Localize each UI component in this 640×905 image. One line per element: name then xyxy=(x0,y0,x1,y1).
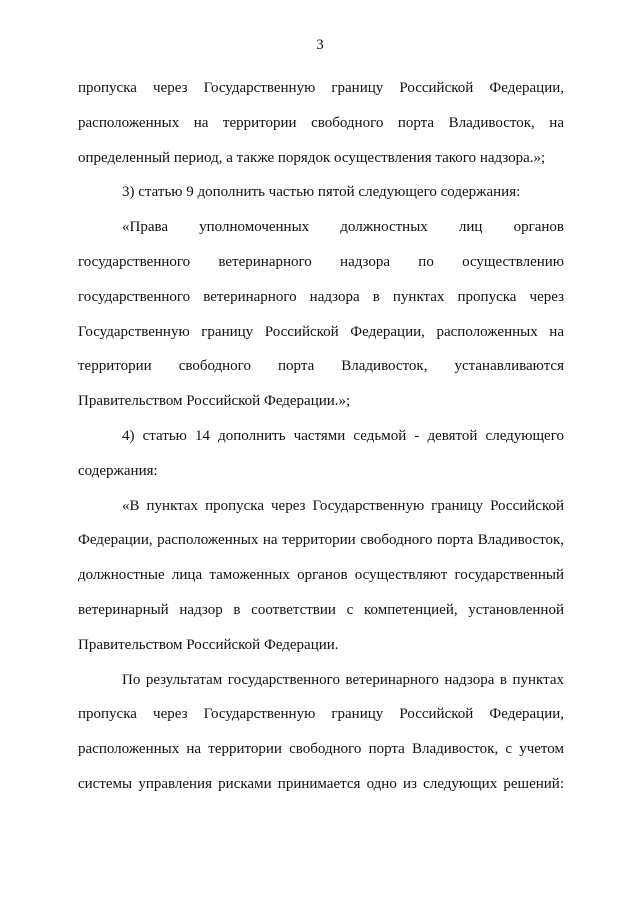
text-line: расположенных на территории свободного порта Владивосток, с учетом xyxy=(78,741,564,758)
text-line: определенный период, а также порядок осуществления такого надзора.»; xyxy=(78,149,546,166)
text-line: пропуска через Государственную границу Российской Федерации, xyxy=(78,706,564,723)
text-line: территории свободного порта Владивосток, устанавливаются xyxy=(78,358,564,375)
text-line: «Права уполномоченных должностных лиц органов xyxy=(122,219,564,236)
document-body xyxy=(78,71,564,802)
text-line: системы управления рисками принимается одно из следующих решений: xyxy=(78,775,564,792)
text-line: расположенных на территории свободного порта Владивосток, на xyxy=(78,114,564,131)
text-line: должностные лица таможенных органов осуществляют государственный xyxy=(78,567,564,584)
text-line: Правительством Российской Федерации.»; xyxy=(78,393,351,410)
text-line: государственного ветеринарного надзора по осуществлению xyxy=(78,253,564,270)
page-number: 3 xyxy=(316,37,324,53)
text-line: содержания: xyxy=(78,462,158,479)
text-line: пропуска через Государственную границу Российской Федерации, xyxy=(78,80,564,96)
text-line: ветеринарный надзор в соответствии с компетенцией, установленной xyxy=(78,601,564,618)
text-line: 4) статью 14 дополнить частями седьмой - девятой следующего xyxy=(122,427,564,444)
text-line: Правительством Российской Федерации. xyxy=(78,636,339,653)
text-line: 3) статью 9 дополнить частью пятой следующего содержания: xyxy=(122,184,521,201)
text-line: государственного ветеринарного надзора в пунктах пропуска через xyxy=(78,288,564,305)
text-line: «В пунктах пропуска через Государственную границу Российской xyxy=(122,497,564,514)
text-line: По результатам государственного ветеринарного надзора в пунктах xyxy=(122,671,564,688)
text-line: Федерации, расположенных на территории свободного порта Владивосток, xyxy=(78,532,564,549)
text-line: Государственную границу Российской Федерации, расположенных на xyxy=(78,323,564,340)
